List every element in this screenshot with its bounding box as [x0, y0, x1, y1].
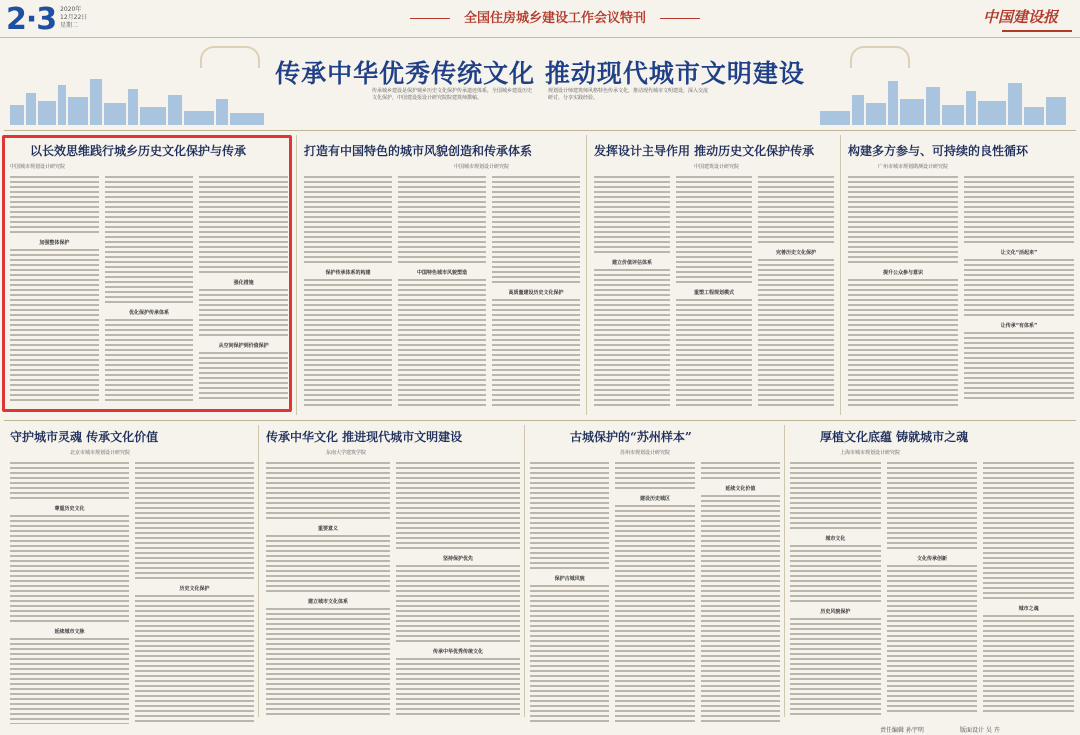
city-skyline-left: [10, 75, 270, 125]
intro-text-left: 传承城乡建设是保护城乡历史文化保护传承遗迹体系，全国城乡建设历史文化保护，中国建设报设计研究院院建筑师撰稿。: [372, 88, 533, 101]
subheading: 传承中华优秀传统文化: [396, 645, 520, 658]
article-title: 以长效思维践行城乡历史文化保护与传承: [30, 144, 247, 158]
city-skyline-right: [820, 75, 1070, 125]
subheading: 建立价值评估体系: [594, 256, 670, 269]
subheading: 让传承“有体系”: [964, 319, 1074, 332]
article-byline: 中国城市规划设计研究院: [454, 164, 510, 170]
article-byline: 中国城市规划设计研究院: [10, 164, 66, 170]
col-divider-4: [258, 425, 259, 717]
middle-rule: [4, 420, 1076, 421]
subheading: 强化措施: [199, 276, 288, 289]
subheading: 城市文化: [790, 532, 881, 545]
article-byline: 苏州市规划设计研究院: [620, 450, 671, 456]
col-divider-5: [524, 425, 525, 717]
subheading: 历史风貌保护: [790, 605, 881, 618]
subheading: 保护古城风貌: [530, 572, 609, 585]
subheading: 城市之魂: [983, 602, 1074, 615]
article-6[interactable]: [266, 428, 520, 718]
article-title: 传承中华文化 推进现代城市文明建设: [266, 430, 463, 444]
subheading: 重塑工程规划模式: [676, 286, 752, 299]
subheading: 重要意义: [266, 522, 390, 535]
subheading: 延续文化价值: [701, 482, 780, 495]
date-weekday: 星期二: [60, 22, 79, 29]
article-8[interactable]: [790, 428, 1074, 718]
banner: [0, 40, 1080, 125]
subheading: 建设历史城区: [615, 492, 694, 505]
highlight-box: [2, 135, 292, 412]
article-title: 构建多方参与、可持续的良性循环: [848, 144, 1029, 158]
date-day: 12月22日: [60, 14, 88, 21]
top-rule: [4, 130, 1076, 131]
special-issue-title: 全国住房城乡建设工作会议特刊: [450, 8, 660, 30]
footer-designer: 版面设计 吴 卉: [960, 727, 1000, 734]
subheading: 建立城市文化体系: [266, 595, 390, 608]
col-divider-6: [784, 425, 785, 717]
masthead: [0, 0, 1080, 38]
col-divider-3: [840, 135, 841, 415]
date-block: [60, 6, 87, 30]
cloud-ornament-left: [200, 46, 260, 68]
article-title: 发挥设计主导作用 推动历史文化保护传承: [594, 144, 815, 158]
subheading: 历史文化保护: [135, 582, 254, 595]
subheading: 提升公众参与意识: [848, 266, 958, 279]
date-year: 2020年: [60, 6, 82, 13]
article-3[interactable]: [594, 142, 834, 408]
article-byline: 广州市城市规划勘测设计研究院: [878, 164, 949, 170]
subheading: 尊重历史文化: [10, 502, 129, 515]
subheading: 文化传承创新: [887, 552, 978, 565]
subheading: 优化保护传承体系: [105, 306, 194, 319]
subheading: 完善历史文化保护: [758, 246, 834, 259]
article-byline: 东南大学建筑学院: [326, 450, 367, 456]
intro-text-right: 规划设计师建筑师风格特色传承文化，推动现代城市文明建设，深入交流研讨，分享实践经验。: [548, 88, 709, 101]
article-7[interactable]: [530, 428, 780, 718]
article-title: 厚植文化底蕴 铸就城市之魂: [820, 430, 969, 444]
article-title: 打造有中国特色的城市风貌创造和传承体系: [304, 144, 533, 158]
newspaper-brand: 中国建设报: [982, 8, 1058, 26]
cloud-ornament-right: [850, 46, 910, 68]
subheading: 高质量建设历史文化保护: [492, 286, 580, 299]
article-5[interactable]: [10, 428, 254, 718]
page-headline: 传承中华优秀传统文化 推动现代城市文明建设: [275, 59, 805, 88]
col-divider-2: [586, 135, 587, 415]
article-byline: 中国建筑设计研究院: [694, 164, 740, 170]
article-4[interactable]: [848, 142, 1074, 408]
subheading: 加强整体保护: [10, 236, 99, 249]
article-title: 守护城市灵魂 传承文化价值: [10, 430, 159, 444]
footer-editor: 责任编辑 孙宇明: [880, 727, 924, 734]
brand-underline: [1002, 30, 1072, 32]
subheading: 让文化“活起来”: [964, 246, 1074, 259]
subheading: 中国特色城市风貌塑造: [398, 266, 486, 279]
article-title: 古城保护的“苏州样本”: [570, 430, 692, 444]
page-number: 2·3: [6, 2, 57, 37]
subheading: 坚持保护优先: [396, 552, 520, 565]
subheading: 延续城市文脉: [10, 625, 129, 638]
article-2[interactable]: [304, 142, 580, 408]
subheading: 保护传承体系的构建: [304, 266, 392, 279]
article-byline: 北京市城市规划设计研究院: [70, 450, 131, 456]
subheading: 从空间保护到价值保护: [199, 339, 288, 352]
page-footer: [0, 722, 1080, 735]
article-byline: 上海市城市规划设计研究院: [840, 450, 901, 456]
col-divider-1: [296, 135, 297, 415]
